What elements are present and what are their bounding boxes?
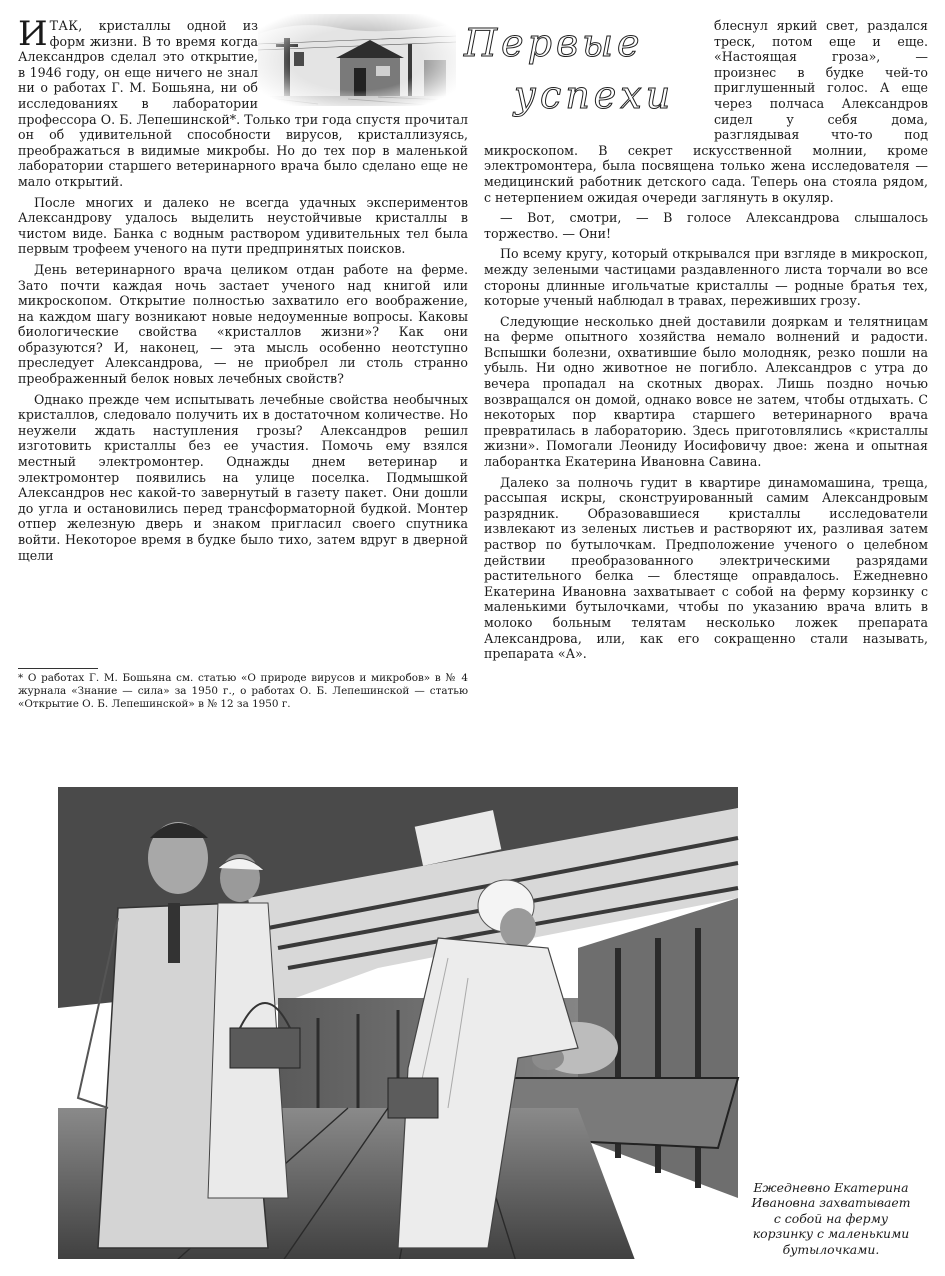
title-line-2: успехи (514, 73, 675, 117)
paragraph: По всему кругу, который открывался при взгляде в микроскоп, между зелеными частицами раздавленного листа торчали во все стороны длинные игольчатые кристаллы — родные братья тех, которые ученый наблюдал в травах, переживших грозу. (484, 246, 928, 309)
column-left (18, 14, 468, 568)
paragraph: Следующие несколько дней доставили дояркам и телятницам на ферме опытного хозяйства немало волнений и радости. Вспышки болезни, охватившие было молодняк, резко пошли на убыль. Ни одно животное не погибло. Александров с утра до вечера пропадал на скотных дворах. Лишь поздно ночью возвращался он домой, однако вовсе не затем, чтобы отдыхать. С некоторых пор квартира старшего ветеринарного врача превратилась в лабораторию. Здесь приготовлялись «кристаллы жизни». Помогали Леониду Иосифовичу двое: жена и опытная лаборантка Екатерина Ивановна Савина. (484, 313, 928, 470)
column-right (484, 18, 928, 667)
paragraph: После многих и далеко не всегда удачных экспериментов Александрову удалось выделить неустойчивые кристаллы в чистом виде. Банка с водным раствором удивительных тел была первым трофеем ученого на пути предпринятых поисков. (18, 194, 468, 257)
title-line-1: Первые (464, 21, 644, 65)
footnote-rule (18, 668, 98, 669)
illustration-caption: Ежедневно Екатерина Ивановна захватывает с собой на ферму корзинку с маленькими бутылочками. (745, 1178, 917, 1259)
paragraph: — Вот, смотри, — В голосе Александрова слышалось торжество. — Они! (484, 210, 928, 241)
footnote-text: * О работах Г. М. Бошьяна см. статью «О природе вирусов и микробов» в № 4 журнала «Знание — сила» за 1950 г., о работах О. Б. Лепешинской — статью «Открытие О. Б. Лепешинской» в № 12 за 1950 г. (18, 672, 468, 711)
footnote (18, 668, 468, 712)
paragraph-text: кристаллы одной из форм жизни. В то время когда Александров сделал это открытие, в 1946 году, он еще ничего не знал ни о работах Г. М. Бошьяна, ни об исследованиях в лаборатории профессора О. Б. Лепешинской*. Только три года спустя прочитал он об удивительной способности вирусов, кристаллизуясь, преображаться в видимые микробы. Но до тех пор в маленькой лаборатории старшего ветеринарного врача было сделано еще не мало открытий. (18, 18, 468, 189)
paragraph: блеснул яркий свет, раздался треск, потом еще и еще. «Настоящая гроза», — произнес в будке чей-то приглушенный голос. А еще через полчаса Александров сидел у себя дома, разглядывая что-то под микроскопом. В секрет искусственной молнии, кроме электромонтера, была посвящена только жена исследователя — медицинский работник детского сада. Теперь она стояла рядом, с нетерпением ожидая очереди заглянуть в окуляр. (484, 18, 928, 205)
paragraph: Далеко за полночь гудит в квартире динамомашина, треща, рассыпая искры, сконструированный самим Александровым разрядник. Образовавшиеся кристаллы исследователи извлекают из зеленых листьев и растворяют их, разливая затем раствор по бутылочкам. Предположение ученого о целебном действии преобразованного электрическими разрядами растительного белка — блестяще оправдалось. Ежедневно Екатерина Ивановна захватывает с собой на ферму корзинку с маленькими бутылочками, чтобы по указанию врача влить в молоко больным телятам несколько ложек препарата Александрова, или, как его сокращенно стали называть, препарата «А». (484, 474, 928, 662)
paragraph: День ветеринарного врача целиком отдан работе на ферме. Зато почти каждая ночь застает ученого над книгой или микроскопом. Открытие полностью захватило его воображение, на каждом шагу возникают новые недоуменные вопросы. Каковы биологические свойства «кристаллов жизни»? Как они образуются? И, наконец, — эта мысль особенно неотступно преследует Александрова, — не приобрел ли столь странно преображенный белок новых лечебных свойств? (18, 261, 468, 387)
paragraph: Однако прежде чем испытывать лечебные свойства необычных кристаллов, следовало получить их в достаточном количестве. Но неужели ждать наступления грозы? Александров решил изготовить кристаллы без ее участия. Помочь ему взялся местный электромонтер. Однажды днем ветеринар и электромонтер появились на улице поселка. Подмышкой Александров нес какой-то завернутый в газету пакет. Они дошли до угла и остановились перед трансформаторной будкой. Монтер отпер железную дверь и знаком пригласил своего спутника войти. Некоторое время в будке было тихо, затем вдруг в дверной щели (18, 391, 468, 563)
drop-cap: И (18, 14, 48, 54)
lead-word: ТАК, (49, 18, 83, 33)
